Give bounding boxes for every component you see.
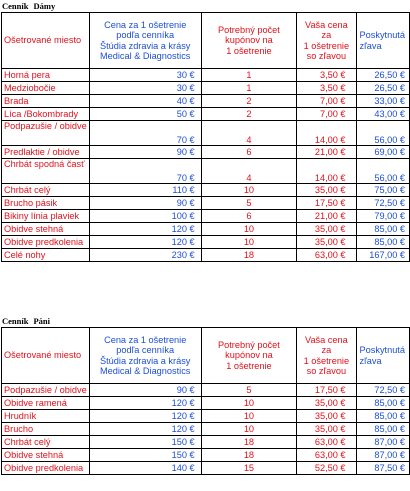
cell-coupons: 18	[201, 449, 297, 462]
cell-coupons: 15	[201, 462, 297, 475]
cell-place: Líca /Bokombrady	[2, 108, 90, 121]
cell-place: Brucho	[2, 423, 90, 436]
cell-price: 150 €	[89, 449, 201, 462]
price-table-damy	[1, 12, 410, 262]
cell-place: Obidve predkolenia	[2, 462, 90, 475]
cell-discount: 33,00 €	[356, 95, 409, 108]
section-title-group: Páni	[33, 316, 50, 326]
header-price: Cena za 1 ošetrenie podľa cenníka Štúdia zdravia a krásy Medical & Diagnostics	[89, 328, 201, 384]
cell-discount: 85,00 €	[356, 410, 409, 423]
cell-coupons: 10	[201, 236, 297, 249]
cell-price: 90 €	[89, 146, 201, 159]
cell-place: Horná pera	[2, 69, 90, 82]
table-row	[2, 184, 410, 197]
cell-price: 70 €	[89, 159, 201, 184]
cell-price: 120 €	[89, 397, 201, 410]
cell-discount: 85,00 €	[356, 223, 409, 236]
cell-your-price: 7,00 €	[297, 108, 356, 121]
table-row	[2, 197, 410, 210]
cell-your-price: 63,00 €	[297, 436, 356, 449]
header-discount: Poskytnutá zľava	[356, 13, 409, 69]
table-row	[2, 236, 410, 249]
header-your-price: Vaša cena za 1 ošetrenie so zľavou	[297, 13, 356, 69]
section-title-pani	[2, 316, 50, 326]
cell-discount: 167,00 €	[356, 249, 409, 262]
table-row	[2, 159, 410, 184]
cell-coupons: 6	[201, 210, 297, 223]
cell-your-price: 21,00 €	[297, 146, 356, 159]
cell-your-price: 17,50 €	[297, 197, 356, 210]
cell-coupons: 10	[201, 410, 297, 423]
cell-place: Chrbát celý	[2, 184, 90, 197]
price-table-pani	[1, 327, 410, 475]
cell-your-price: 14,00 €	[297, 121, 356, 146]
cell-coupons: 10	[201, 184, 297, 197]
table-row	[2, 384, 410, 397]
cell-place: Medziobočie	[2, 82, 90, 95]
cell-price: 70 €	[89, 121, 201, 146]
header-coupons: Potrebný počet kupónov na 1 ošetrenie	[201, 328, 297, 384]
cell-coupons: 2	[201, 95, 297, 108]
cell-discount: 79,00 €	[356, 210, 409, 223]
cell-place: Celé nohy	[2, 249, 90, 262]
table-row	[2, 95, 410, 108]
cell-your-price: 3,50 €	[297, 82, 356, 95]
cell-coupons: 10	[201, 397, 297, 410]
cell-your-price: 35,00 €	[297, 223, 356, 236]
cell-place: Brada	[2, 95, 90, 108]
table-row	[2, 436, 410, 449]
header-your-price: Vaša cena za 1 ošetrenie so zľavou	[297, 328, 356, 384]
table-row	[2, 82, 410, 95]
cell-your-price: 21,00 €	[297, 210, 356, 223]
cell-coupons: 5	[201, 197, 297, 210]
cell-price: 120 €	[89, 423, 201, 436]
cell-place: Podpazušie / obidve	[2, 121, 90, 146]
cell-coupons: 1	[201, 82, 297, 95]
cell-discount: 26,50 €	[356, 69, 409, 82]
cell-discount: 56,00 €	[356, 159, 409, 184]
cell-discount: 85,00 €	[356, 423, 409, 436]
cell-price: 30 €	[89, 69, 201, 82]
cell-your-price: 35,00 €	[297, 184, 356, 197]
cell-discount: 75,00 €	[356, 184, 409, 197]
header-coupons: Potrebný počet kupónov na 1 ošetrenie	[201, 13, 297, 69]
cell-coupons: 18	[201, 249, 297, 262]
cell-discount: 87,00 €	[356, 436, 409, 449]
cell-place: Hrudník	[2, 410, 90, 423]
cell-discount: 56,00 €	[356, 121, 409, 146]
cell-place: Podpazušie / obidve	[2, 384, 90, 397]
cell-your-price: 7,00 €	[297, 95, 356, 108]
cell-price: 120 €	[89, 236, 201, 249]
table-row	[2, 108, 410, 121]
cell-your-price: 63,00 €	[297, 249, 356, 262]
table-header-row	[2, 328, 410, 384]
cell-your-price: 52,50 €	[297, 462, 356, 475]
table-row	[2, 397, 410, 410]
cell-coupons: 2	[201, 108, 297, 121]
cell-your-price: 35,00 €	[297, 397, 356, 410]
cell-your-price: 35,00 €	[297, 423, 356, 436]
header-place: Ošetrované miesto	[2, 13, 90, 69]
header-place: Ošetrované miesto	[2, 328, 90, 384]
table-row	[2, 121, 410, 146]
cell-place: Obidve predkolenia	[2, 236, 90, 249]
table-row	[2, 410, 410, 423]
cell-price: 50 €	[89, 108, 201, 121]
cell-price: 40 €	[89, 95, 201, 108]
cell-discount: 72,50 €	[356, 384, 409, 397]
cell-your-price: 35,00 €	[297, 410, 356, 423]
cell-place: Obidve stehná	[2, 223, 90, 236]
cell-price: 100 €	[89, 210, 201, 223]
cell-discount: 43,00 €	[356, 108, 409, 121]
cell-discount: 26,50 €	[356, 82, 409, 95]
table-row	[2, 423, 410, 436]
cell-coupons: 18	[201, 436, 297, 449]
header-discount: Poskytnutá zľava	[356, 328, 409, 384]
cell-place: Chrbát spodná časť	[2, 159, 90, 184]
cell-price: 120 €	[89, 223, 201, 236]
cell-price: 120 €	[89, 410, 201, 423]
cell-price: 140 €	[89, 462, 201, 475]
cell-place: Obidve ramená	[2, 397, 90, 410]
cell-discount: 69,00 €	[356, 146, 409, 159]
section-title-word: Cenník	[2, 316, 29, 326]
cell-your-price: 17,50 €	[297, 384, 356, 397]
cell-coupons: 10	[201, 423, 297, 436]
cell-place: Chrbát celý	[2, 436, 90, 449]
cell-coupons: 1	[201, 69, 297, 82]
header-price: Cena za 1 ošetrenie podľa cenníka Štúdia zdravia a krásy Medical & Diagnostics	[89, 13, 201, 69]
section-title-damy	[2, 1, 55, 11]
cell-price: 150 €	[89, 436, 201, 449]
cell-discount: 85,00 €	[356, 397, 409, 410]
table-row	[2, 249, 410, 262]
cell-coupons: 6	[201, 146, 297, 159]
cell-discount: 72,50 €	[356, 197, 409, 210]
cell-price: 110 €	[89, 184, 201, 197]
table-row	[2, 146, 410, 159]
table-row	[2, 69, 410, 82]
cell-discount: 85,00 €	[356, 236, 409, 249]
cell-discount: 87,00 €	[356, 449, 409, 462]
section-title-word: Cenník	[2, 1, 29, 11]
table-row	[2, 223, 410, 236]
table-row	[2, 210, 410, 223]
cell-your-price: 35,00 €	[297, 236, 356, 249]
cell-place: Brucho pásik	[2, 197, 90, 210]
section-title-group: Dámy	[33, 1, 56, 11]
cell-your-price: 63,00 €	[297, 449, 356, 462]
table-row	[2, 462, 410, 475]
cell-coupons: 4	[201, 159, 297, 184]
cell-place: Predlaktie / obidve	[2, 146, 90, 159]
cell-price: 30 €	[89, 82, 201, 95]
cell-your-price: 14,00 €	[297, 159, 356, 184]
cell-price: 230 €	[89, 249, 201, 262]
cell-price: 90 €	[89, 197, 201, 210]
cell-coupons: 10	[201, 223, 297, 236]
table-header-row	[2, 13, 410, 69]
cell-coupons: 4	[201, 121, 297, 146]
cell-place: Obidve stehná	[2, 449, 90, 462]
cell-your-price: 3,50 €	[297, 69, 356, 82]
cell-price: 90 €	[89, 384, 201, 397]
cell-place: Bikiny línia plaviek	[2, 210, 90, 223]
cell-coupons: 5	[201, 384, 297, 397]
table-row	[2, 449, 410, 462]
cell-discount: 87,50 €	[356, 462, 409, 475]
